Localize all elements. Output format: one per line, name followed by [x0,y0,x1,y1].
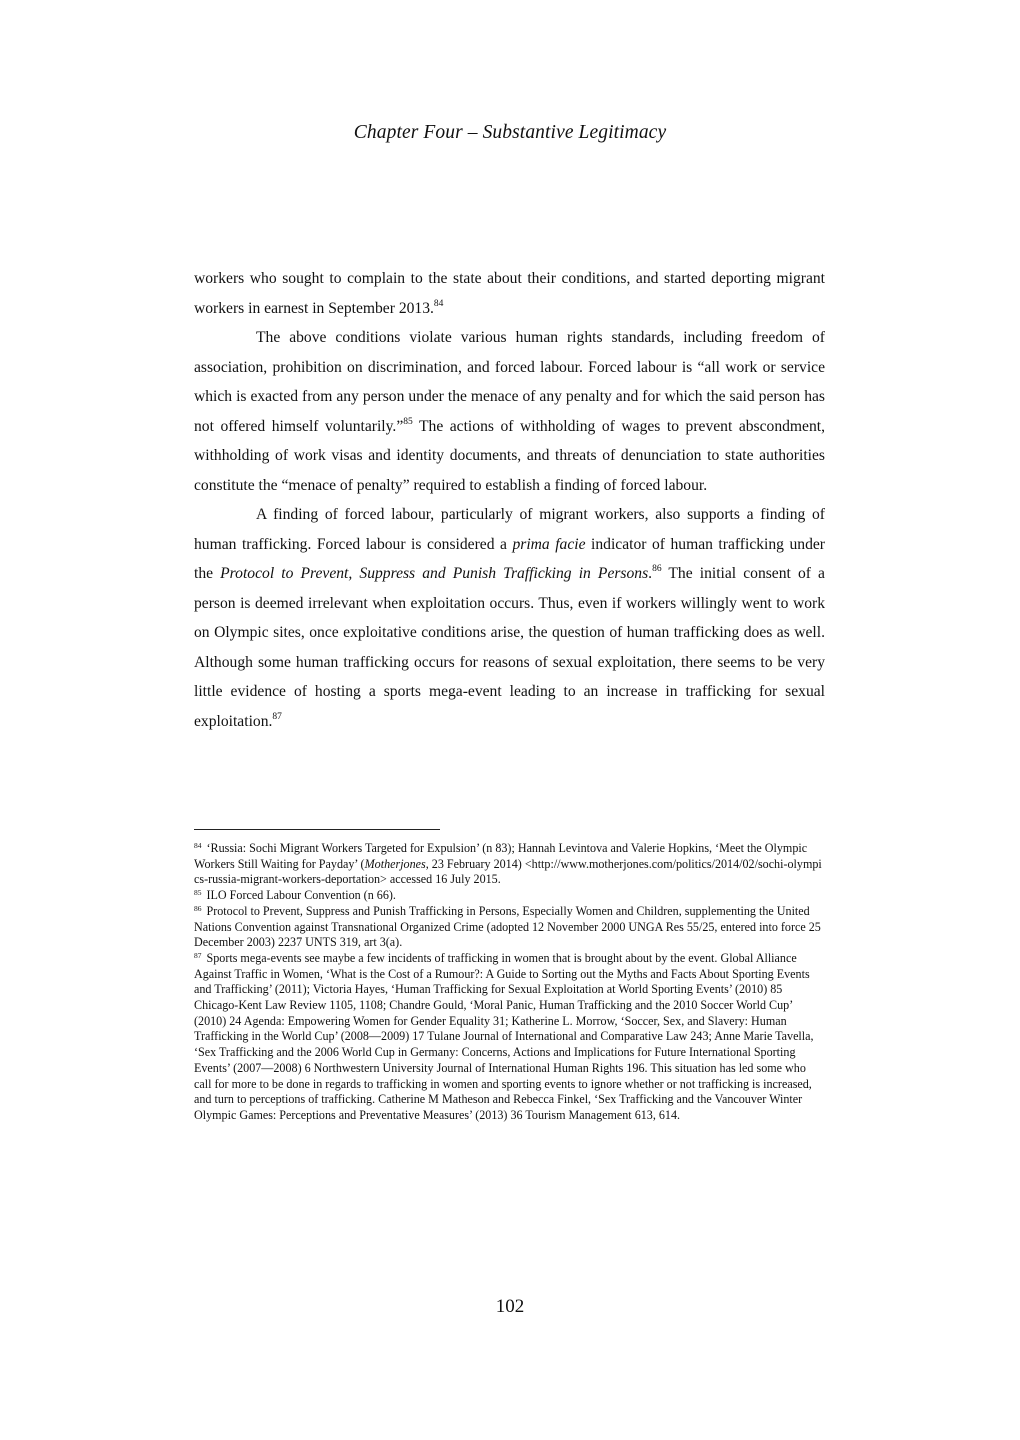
paragraph-text: A finding of forced labour, particularly of migrant workers, also supports a finding of human trafficking. Forced labour is considered a [194,506,825,553]
footnote-text: , 23 February 2014) [425,856,525,871]
italic-term: prima facie [512,535,586,553]
paragraph-text: The actions of withholding of wages to prevent abscondment, withholding of work visas and identity documents, and threats of denunciation to state authorities constitute the “menace of penalty” required to establish a finding of forced labour. [194,417,825,494]
footnote-85 [194,888,825,904]
footnote-ref-85[interactable]: 85 [403,416,413,427]
footnote-86 [194,904,825,951]
footnote-number: 85 [194,888,202,898]
protocol-title: Protocol to Prevent, Suppress and Punish Trafficking in Persons [220,565,649,582]
footnote-ref-84[interactable]: 84 [433,298,444,309]
paragraph-text: . [648,565,653,582]
footnote-url-link[interactable]: <http://www.motherjones.com/politics/2014/02/sochi-olympics-russia-migrant-workers-deportation> [194,856,822,887]
footnote-text: Protocol to Prevent, Suppress and Punish Trafficking in Persons, Especially Women and Children, supplementing the United Nations Convention against Transnational Organized Crime (adopted 12 November 2000 UNGA Res 55/25, entered into force 25 December 2003) 2237 UNTS 319, art 3(a). [194,903,821,950]
footnote-87 [194,951,825,1124]
paragraph-2 [194,323,825,500]
footnote-ref-87[interactable]: 87 [272,711,282,722]
footnote-number: 87 [194,950,202,960]
paragraph-text: workers who sought to complain to the state about their conditions, and started deporting migrant workers in earnest in September 2013. [194,270,825,317]
footnote-separator [194,829,440,830]
paragraph-1 [194,264,825,323]
footnote-text: accessed 16 July 2015. [386,872,501,887]
page-number: 102 [495,1296,525,1317]
paragraph-3 [194,500,825,736]
running-header: Chapter Four – Substantive Legitimacy [353,122,667,143]
footnote-number: 84 [194,841,202,850]
footnote-number: 86 [194,903,202,913]
footnotes [194,841,825,1124]
main-text [194,264,825,736]
footnote-84 [194,841,825,888]
footnote-text: Sports mega-events see maybe a few incidents of trafficking in women that is brought about by the event. Global Alliance Against Traffic in Women, ‘What is the Cost of a Rumour?: A Guide to Sorting out the Myths and Facts About Sporting Events and Trafficking’ (2011); Victoria Hayes, ‘Human Trafficking for Sexual Exploitation at World Sporting Events’ (2010) 85 Chicago-Kent Law Review 1105, 1108; Chandre Gould, ‘Moral Panic, Human Trafficking and the 2010 Soccer World Cup’ (2010) 24 Agenda: Empowering Women for Gender Equality 31; Katherine L. Morrow, ‘Soccer, Sex, and Slavery: Human Trafficking in the World Cup’ (2008—2009) 17 Tulane Journal of International and Comparative Law 243; Anne Marie Tavella, ‘Sex Trafficking and the 2006 World Cup in Germany: Concerns, Actions and Implications for Future International Sporting Events’ (2007—2008) 6 Northwestern University Journal of International Human Rights 196. This situation has led some who call for more to be done in regards to trafficking in women and sporting events to ignore whether or not trafficking is increased, and turn to perceptions of trafficking. Catherine M Matheson and Rebecca Finkel, ‘Sex Trafficking and the Vancouver Winter Olympic Games: Perceptions and Preventative Measures’ (2013) 36 Tourism Management 613, 614. [194,950,814,1122]
paragraph-text: indicator of human trafficking under the [194,535,825,582]
footnote-italic: Motherjones [364,856,426,871]
paragraph-text: The initial consent of a person is deemed irrelevant when exploitation occurs. Thus, even if workers willingly went to work on Olympic sites, once exploitative conditions arise, the question of human trafficking does as well. Although some human trafficking occurs for reasons of sexual exploitation, there seems to be very little evidence of hosting a sports mega-event leading to an increase in trafficking for sexual exploitation. [194,565,825,730]
footnote-text: ILO Forced Labour Convention (n 66). [206,888,396,903]
paragraph-text: The above conditions violate various human rights standards, including freedom of association, prohibition on discrimination, and forced labour. Forced labour is “all work or service which is exacted from any person under the menace of any penalty and for which the said person has not offered himself voluntarily.” [194,329,825,435]
footnote-ref-86[interactable]: 86 [652,564,662,574]
footnote-text: ‘Russia: Sochi Migrant Workers Targeted for Expulsion’ (n 83); Hannah Levintova and Valerie Hopkins, ‘Meet the Olympic Workers Still Waiting for Payday’ ( [194,841,808,871]
